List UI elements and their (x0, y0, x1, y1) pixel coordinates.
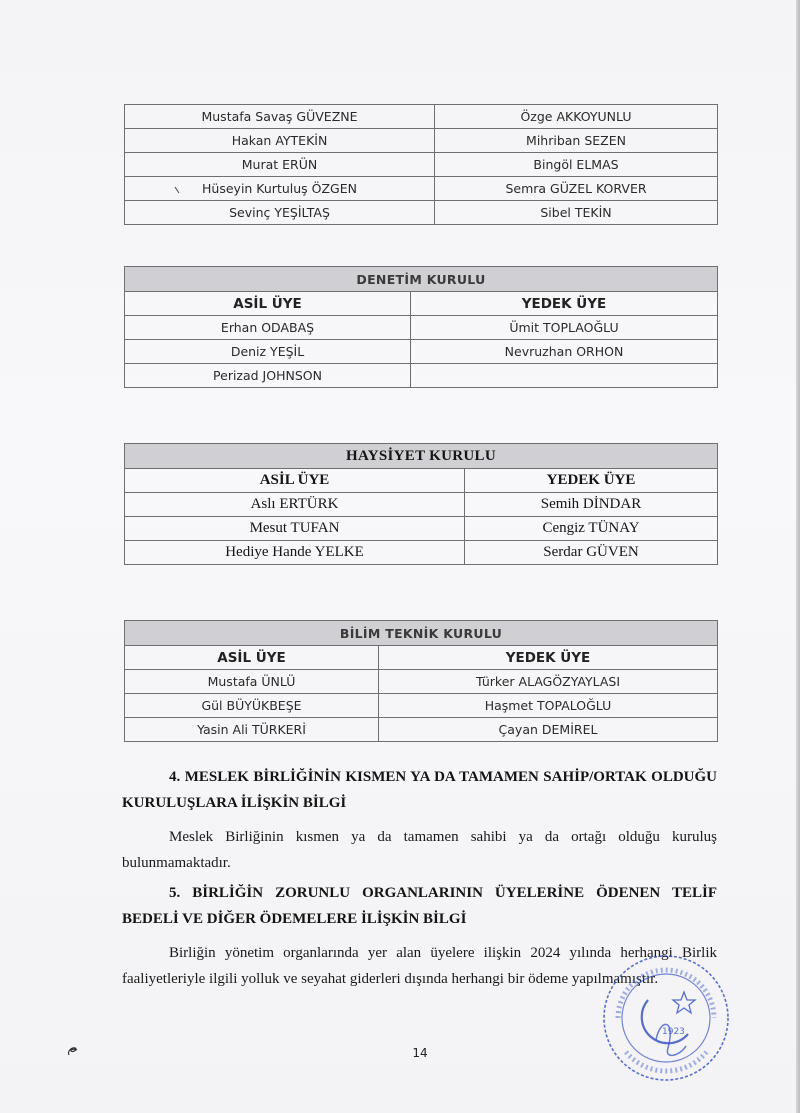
denetim-substitute-member: Ümit TOPLAOĞLU (411, 316, 718, 340)
bilim-substitute-member: Türker ALAGÖZYAYLASI (379, 670, 718, 694)
page-edge-shadow (796, 0, 800, 1113)
board-members-table (124, 104, 718, 225)
haysiyet-primary-member: Hediye Hande YELKE (125, 541, 465, 565)
haysiyet-kurulu-table (124, 443, 718, 565)
board-primary-member: Hakan AYTEKİN (125, 129, 435, 153)
board-substitute-member: Bingöl ELMAS (435, 153, 718, 177)
section-5-body: Birliğin yönetim organlarında yer alan üyelere ilişkin 2024 yılında herhangi Birlik faaliyetleriyle ilgili yolluk ve seyahat giderleri dışında herhangi bir ödeme yapılmamıştır. (122, 945, 717, 987)
board-primary-member: Murat ERÜN (125, 153, 435, 177)
denetim-col-substitute: YEDEK ÜYE (411, 292, 718, 316)
denetim-substitute-member: Nevruzhan ORHON (411, 340, 718, 364)
stray-mark-icon (174, 186, 180, 194)
haysiyet-primary-member: Aslı ERTÜRK (125, 493, 465, 517)
board-substitute-member: Özge AKKOYUNLU (435, 105, 718, 129)
board-primary-member: Hüseyin Kurtuluş ÖZGEN (125, 177, 435, 201)
haysiyet-col-primary: ASİL ÜYE (125, 469, 465, 493)
denetim-substitute-member (411, 364, 718, 388)
board-row (125, 105, 718, 129)
denetim-primary-member: Perizad JOHNSON (125, 364, 411, 388)
bilim-primary-member: Gül BÜYÜKBEŞE (125, 694, 379, 718)
denetim-kurulu-body (125, 267, 718, 388)
denetim-primary-member: Deniz YEŞİL (125, 340, 411, 364)
board-row (125, 201, 718, 225)
haysiyet-row (125, 493, 718, 517)
section-5-heading: 5. BİRLİĞİN ZORUNLU ORGANLARININ ÜYELERİNE ÖDENEN TELİF BEDELİ VE DİĞER ÖDEMELERE İLİŞKİN BİLGİ (122, 885, 717, 927)
bilim-substitute-member: Çayan DEMİREL (379, 718, 718, 742)
haysiyet-kurulu-title: HAYSİYET KURULU (125, 444, 718, 469)
bilim-col-primary: ASİL ÜYE (125, 646, 379, 670)
denetim-row (125, 340, 718, 364)
board-members-body (125, 105, 718, 225)
board-substitute-member: Mihriban SEZEN (435, 129, 718, 153)
haysiyet-row (125, 517, 718, 541)
denetim-kurulu-title: DENETİM KURULU (125, 267, 718, 292)
haysiyet-kurulu-body (125, 444, 718, 565)
bilim-row (125, 718, 718, 742)
board-substitute-member: Semra GÜZEL KORVER (435, 177, 718, 201)
haysiyet-substitute-member: Cengiz TÜNAY (465, 517, 718, 541)
bilim-row (125, 694, 718, 718)
bilim-teknik-kurulu-body (125, 621, 718, 742)
bilim-teknik-kurulu-title: BİLİM TEKNİK KURULU (125, 621, 718, 646)
haysiyet-row (125, 541, 718, 565)
bilim-primary-member: Mustafa ÜNLÜ (125, 670, 379, 694)
seal-year: 1923 (662, 1027, 685, 1037)
board-substitute-member: Sibel TEKİN (435, 201, 718, 225)
page-number: 14 (412, 1046, 428, 1060)
board-primary-member: Mustafa Savaş GÜVEZNE (125, 105, 435, 129)
bilim-substitute-member: Haşmet TOPALOĞLU (379, 694, 718, 718)
haysiyet-substitute-member: Serdar GÜVEN (465, 541, 718, 565)
bilim-primary-member: Yasin Ali TÜRKERİ (125, 718, 379, 742)
denetim-kurulu-table (124, 266, 718, 388)
section-4-body: Meslek Birliğinin kısmen ya da tamamen sahibi ya da ortağı olduğu kuruluş bulunmamaktadır. (122, 829, 717, 871)
bilim-col-substitute: YEDEK ÜYE (379, 646, 718, 670)
board-row (125, 153, 718, 177)
organization-seal-stamp (596, 948, 736, 1088)
haysiyet-primary-member: Mesut TUFAN (125, 517, 465, 541)
section-4-heading: 4. MESLEK BİRLİĞİNİN KISMEN YA DA TAMAMEN SAHİP/ORTAK OLDUĞU KURULUŞLARA İLİŞKİN BİLGİ (122, 769, 717, 811)
denetim-row (125, 364, 718, 388)
bilim-row (125, 670, 718, 694)
haysiyet-substitute-member: Semih DİNDAR (465, 493, 718, 517)
bilim-teknik-kurulu-table (124, 620, 718, 742)
board-row (125, 177, 718, 201)
haysiyet-col-substitute: YEDEK ÜYE (465, 469, 718, 493)
denetim-col-primary: ASİL ÜYE (125, 292, 411, 316)
board-primary-member: Sevinç YEŞİLTAŞ (125, 201, 435, 225)
denetim-primary-member: Erhan ODABAŞ (125, 316, 411, 340)
denetim-row (125, 316, 718, 340)
board-row (125, 129, 718, 153)
